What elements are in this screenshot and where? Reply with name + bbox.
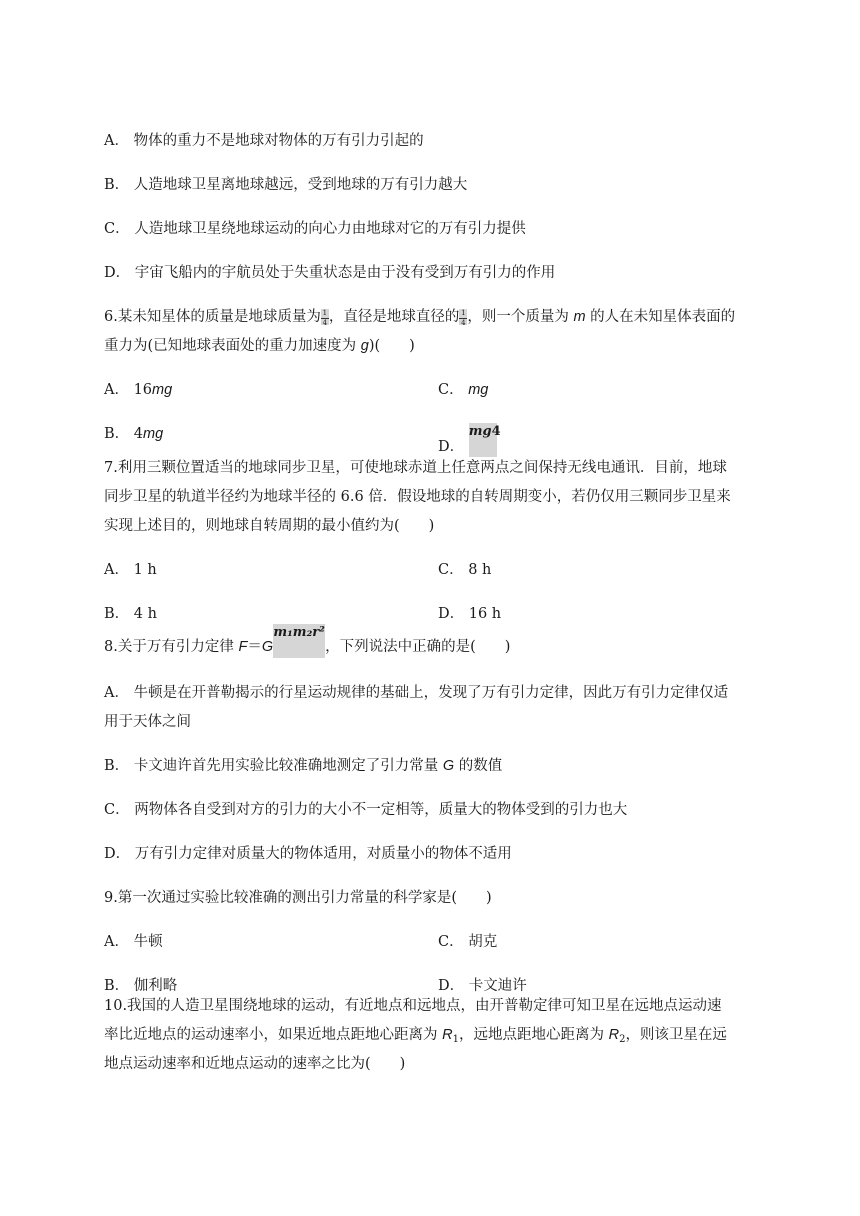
option-label: B． 4 — [104, 426, 143, 442]
q9-option-b: B． 伽利略 — [104, 978, 178, 994]
q8-stem-text: ，下列说法中正确的是( ) — [325, 639, 511, 655]
q5-option-d: D． 宇宙飞船内的宇航员处于失重状态是由于没有受到万有引力的作用 — [104, 265, 556, 281]
q9-option-c: C． 胡克 — [438, 934, 498, 950]
q7-option-a: A． 1 h — [104, 562, 157, 578]
q8-option-a-line2: 用于天体之间 — [104, 714, 191, 730]
q6-option-a — [104, 380, 172, 400]
q7-option-b: B． 4 h — [104, 606, 157, 622]
q8-option-c: C． 两物体各自受到对方的引力的大小不一定相等，质量大的物体受到的引力也大 — [104, 802, 628, 818]
q7-stem-line1: 7.利用三颗位置适当的地球同步卫星，可使地球赤道上任意两点之间保持无线电通讯．目前，地球 — [104, 460, 727, 476]
q6-stem-line2 — [104, 336, 415, 356]
option-label: C． — [438, 382, 469, 398]
q7-option-d: D． 16 h — [438, 606, 502, 622]
q6-stem-text: )( ) — [368, 338, 415, 354]
q10-stem-line3: 地点运动速率和近地点运动的速率之比为( ) — [104, 1056, 406, 1072]
q5-option-c: C． 人造地球卫星绕地球运动的向心力由地球对它的万有引力提供 — [104, 221, 526, 237]
equals-sign: ＝ — [247, 639, 262, 655]
q7-stem-line2: 同步卫星的轨道半径约为地球半径的 6.6 倍．假设地球的自转周期变小，若仍仅用三颗同步卫星来 — [104, 489, 731, 505]
option-unit: mg — [143, 426, 164, 442]
subscript-2: 2 — [619, 1034, 626, 1045]
subscript-1: 1 — [452, 1034, 459, 1045]
q7-option-c: C． 8 h — [438, 562, 492, 578]
fraction-denominator: 4 — [322, 319, 328, 327]
option-label: D． — [438, 439, 465, 455]
q10-stem-line1: 10.我国的人造卫星围绕地球的运动，有近地点和远地点，由开普勒定律可知卫星在远地点运动速 — [104, 998, 722, 1014]
variable-r1: R — [442, 1027, 453, 1043]
q10-stem-text: ，远地点距地心距离为 — [458, 1027, 609, 1043]
option-label: A． 16 — [104, 382, 153, 398]
q10-stem-text: ，则该卫星在远 — [625, 1027, 727, 1043]
q8-stem — [104, 624, 510, 658]
fraction-numerator: 1 — [461, 309, 466, 317]
variable-g: g — [360, 338, 369, 354]
q8-option-d: D． 万有引力定律对质量大的物体适用，对质量小的物体不适用 — [104, 846, 512, 862]
option-text: 的数值 — [454, 758, 503, 774]
variable-m: m — [573, 309, 586, 325]
q5-option-b: B． 人造地球卫星离地球越远，受到地球的万有引力越大 — [104, 177, 468, 193]
option-unit: mg — [152, 382, 173, 398]
fraction-denominator: r² — [312, 625, 325, 640]
fraction-one-quarter — [321, 309, 329, 325]
q6-stem-text: 6.某未知星体的质量是地球质量为 — [104, 309, 321, 325]
fraction-numerator: mg — [468, 424, 492, 439]
option-unit: mg — [468, 382, 489, 398]
q9-option-d: D． 卡文迪许 — [438, 978, 527, 994]
q9-option-a: A． 牛顿 — [104, 934, 163, 950]
variable-f: F — [238, 639, 248, 655]
q8-option-a-line1: A． 牛顿是在开普勒揭示的行星运动规律的基础上，发现了万有引力定律，因此万有引力定律仅适 — [104, 685, 729, 701]
fraction-numerator: m₁m₂ — [273, 625, 313, 640]
q6-stem-text: ，则一个质量为 — [467, 309, 574, 325]
q8-option-b — [104, 756, 502, 776]
q5-option-a: A． 物体的重力不是地球对物体的万有引力引起的 — [104, 133, 424, 149]
fraction-numerator: 1 — [322, 309, 328, 317]
q6-stem-text: 重力为(已知地球表面处的重力加速度为 — [104, 338, 361, 354]
variable-r2: R — [608, 1027, 620, 1043]
q10-stem-line2 — [104, 1025, 727, 1050]
q6-stem-text: 的人在未知星体表面的 — [585, 309, 736, 325]
option-text: B． 卡文迪许首先用实验比较准确地测定了引力常量 — [104, 758, 443, 774]
variable-g-constant: G — [261, 639, 274, 655]
fraction-gravitation-law — [273, 624, 325, 658]
q9-stem: 9.第一次通过实验比较准确的测出引力常量的科学家是( ) — [104, 890, 492, 906]
q6-stem-line1 — [104, 307, 735, 327]
q6-option-b — [104, 424, 163, 444]
variable-g-constant: G — [442, 758, 455, 774]
q6-option-d — [438, 423, 501, 457]
fraction-denominator: 4 — [491, 424, 501, 439]
q8-stem-text: 8.关于万有引力定律 — [104, 639, 239, 655]
fraction-mg-over-4 — [468, 423, 501, 457]
q6-option-c — [438, 380, 488, 400]
q7-stem-line3: 实现上述目的，则地球自转周期的最小值约为( ) — [104, 518, 435, 534]
q10-stem-text: 率比近地点的运动速率小，如果近地点距地心距离为 — [104, 1027, 443, 1043]
fraction-denominator: 4 — [461, 319, 466, 327]
q6-stem-text: ，直径是地球直径的 — [328, 309, 460, 325]
